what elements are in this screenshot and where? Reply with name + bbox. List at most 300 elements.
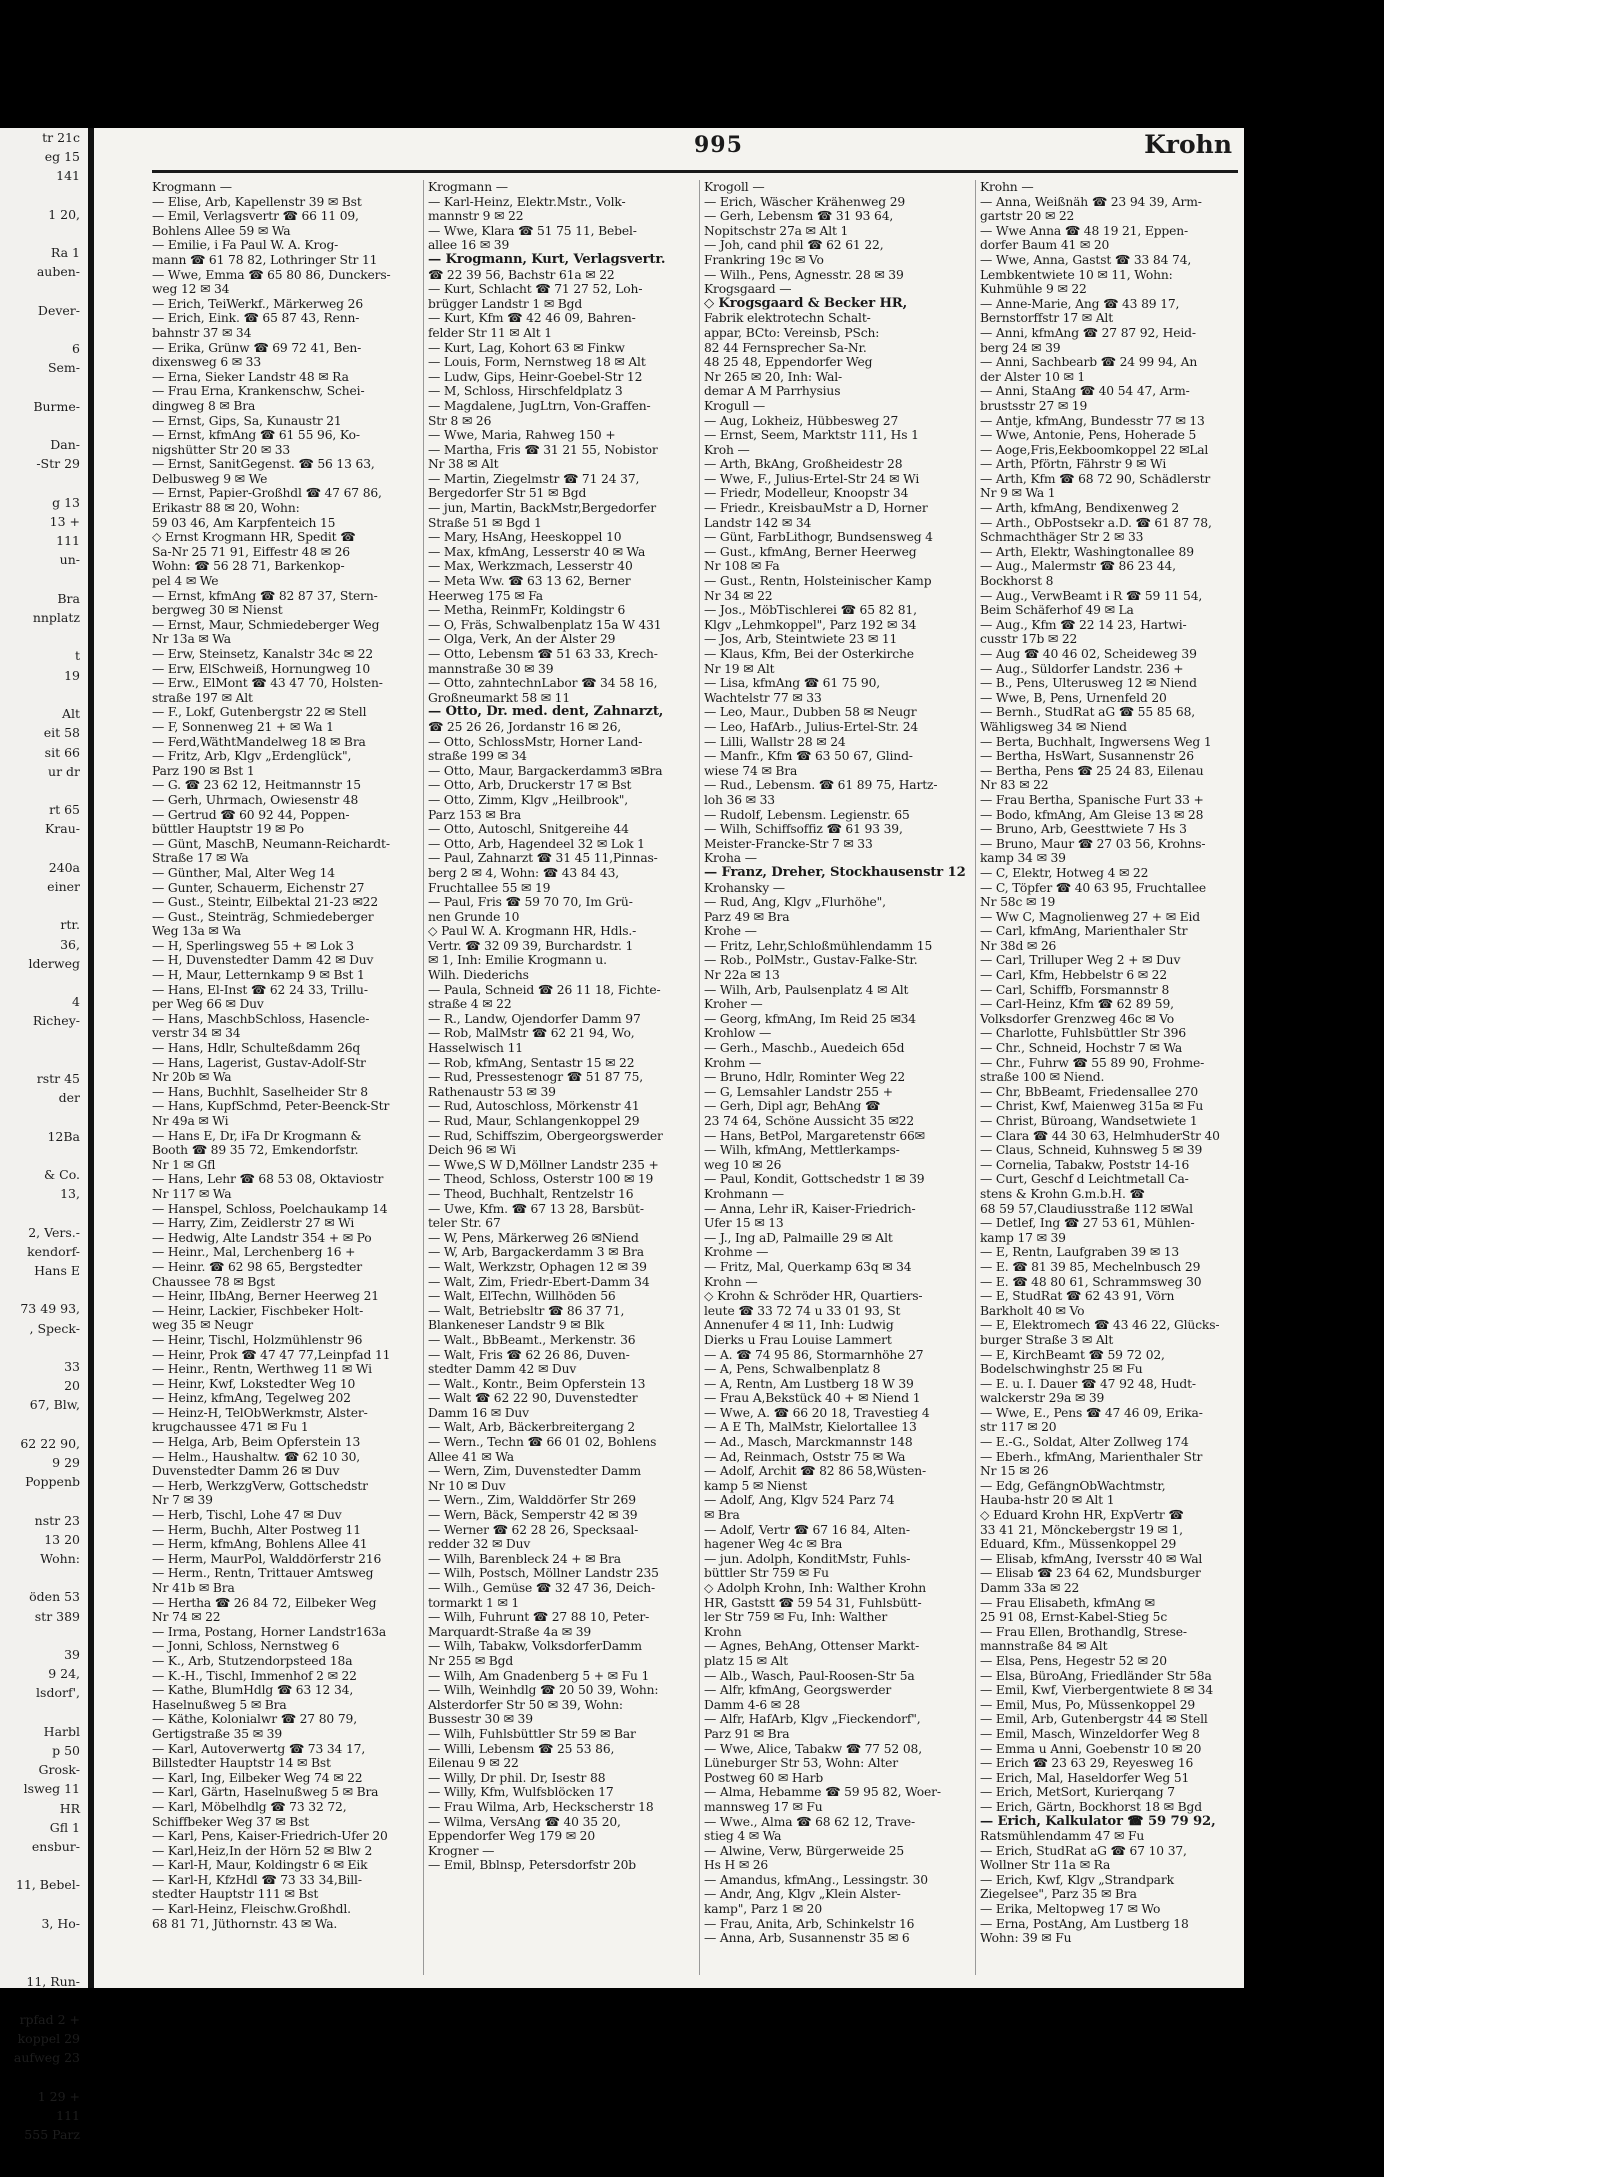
margin-text-line xyxy=(0,416,88,435)
directory-entry-line: — Günt, FarbLithogr, Bundsensweg 4 xyxy=(704,530,933,545)
directory-entry-line: Dierks u Frau Louise Lammert xyxy=(704,1332,892,1347)
directory-entry-line: — Wilh, Arb, Paulsenplatz 4 ✉ Alt xyxy=(704,982,909,997)
directory-entry-line: Delbusweg 9 ✉ We xyxy=(152,471,268,486)
directory-entry-line: — Wwe, F., Julius-Ertel-Str 24 ✉ Wi xyxy=(704,471,920,486)
margin-text-line xyxy=(0,1491,88,1510)
directory-entry-line: — Emilie, i Fa Paul W. A. Krog- xyxy=(152,238,339,253)
directory-entry-line: Nr 1 ✉ Gfl xyxy=(152,1157,216,1172)
directory-entry-line: Annenufer 4 ✉ 11, Inh: Ludwig xyxy=(704,1318,894,1333)
margin-text-line xyxy=(0,1991,88,2010)
directory-entry-line: — Arth, BkAng, Großheidestr 28 xyxy=(704,457,903,472)
directory-entry-line: — Rud, Autoschloss, Mörkenstr 41 xyxy=(428,1099,640,1114)
directory-entry-line: — Hanspel, Schloss, Poelchaukamp 14 xyxy=(152,1201,388,1216)
directory-entry-line: Nr 49a ✉ Wi xyxy=(152,1114,229,1128)
directory-entry-line: — F, Sonnenweg 21 + ✉ Wa 1 xyxy=(152,719,334,734)
margin-text-line: ur dr xyxy=(48,763,80,779)
directory-entry-line: — Rud, Ang, Klgv „Flurhöhe", xyxy=(704,895,886,910)
directory-entry-line: ◇ Krohn & Schröder HR, Quartiers- xyxy=(704,1289,923,1304)
directory-entry-line: — Emil, Arb, Gutenbergstr 44 ✉ Stell xyxy=(980,1712,1208,1727)
directory-entry-line: Nr 22a ✉ 13 xyxy=(704,968,780,983)
directory-entry-line: — Wern., Techn ☎ 66 01 02, Bohlens xyxy=(428,1435,657,1450)
directory-entry-line: — Erw., ElMont ☎ 43 47 70, Holsten- xyxy=(152,676,383,691)
directory-entry-line: Nr 20b ✉ Wa xyxy=(152,1070,232,1085)
margin-text-line: 141 xyxy=(56,168,80,184)
directory-entry-line: — C, Elektr, Hotweg 4 ✉ 22 xyxy=(980,865,1149,880)
directory-entry-line: — Arth, Pförtn, Fährstr 9 ✉ Wi xyxy=(980,457,1167,472)
margin-text-line: 11, Run- xyxy=(26,1973,80,1989)
directory-entry-line: — W, Pens, Märkerweg 26 ✉Niend xyxy=(428,1230,639,1245)
directory-entry-line: — Arth, Kfm ☎ 68 72 90, Schädlerstr xyxy=(980,471,1211,486)
directory-entry-line: — Heinr, Tischl, Holzmühlenstr 96 xyxy=(152,1332,363,1347)
directory-entry-line: — Paul, Kondit, Gottschedstr 1 ✉ 39 xyxy=(704,1172,925,1187)
directory-entry-line: — Ernst, Gips, Sa, Kunaustr 21 xyxy=(152,413,342,428)
directory-entry-line: Parz 153 ✉ Bra xyxy=(428,807,522,822)
directory-entry-line: — Herm., Rentn, Trittauer Amtsweg xyxy=(152,1566,374,1581)
directory-entry-line: — Gust., Steinträg, Schmiedeberger xyxy=(152,909,374,924)
margin-text-line: eit 58 xyxy=(43,725,80,741)
directory-entry-line: — Adolf, Archit ☎ 82 86 58,Wüsten- xyxy=(704,1464,927,1479)
directory-entry-line: — Magdalene, JugLtrn, Von-Graffen- xyxy=(428,398,651,413)
directory-entry-line: — jun. Adolph, KonditMstr, Fuhls- xyxy=(704,1551,911,1566)
margin-text-line: öden 53 xyxy=(29,1589,80,1605)
directory-entry-line: Nr 265 ✉ 20, Inh: Wal- xyxy=(704,369,843,384)
margin-text-line xyxy=(0,973,88,992)
margin-text-line: str 389 xyxy=(34,1608,80,1624)
directory-entry-line: — Hans, Lehr ☎ 68 53 08, Oktaviostr xyxy=(152,1172,384,1187)
directory-entry-line: 82 44 Fernsprecher Sa-Nr. xyxy=(704,340,867,355)
directory-entry-line: — H, Sperlingsweg 55 + ✉ Lok 3 xyxy=(152,938,354,953)
directory-entry-line: — Wwe., Alma ☎ 68 62 12, Trave- xyxy=(704,1814,916,1829)
directory-entry-line: — E. ☎ 48 80 61, Schrammsweg 30 xyxy=(980,1274,1202,1289)
directory-entry-line: Ufer 15 ✉ 13 xyxy=(704,1216,784,1231)
directory-entry-line: — Frau Erna, Krankenschw, Schei- xyxy=(152,384,365,399)
directory-entry-line: — Kurt, Kfm ☎ 42 46 09, Bahren- xyxy=(428,311,636,326)
directory-entry-line: brustsstr 27 ✉ 19 xyxy=(980,398,1088,413)
directory-entry-line: — Clara ☎ 44 30 63, HelmhuderStr 40 xyxy=(980,1128,1220,1143)
directory-entry-line: Sa-Nr 25 71 91, Eiffestr 48 ✉ 26 xyxy=(152,544,350,559)
directory-entry-line: — Franz, Dreher, Stockhausenstr 12 xyxy=(704,864,966,880)
directory-entry-line: — Erich, StudRat aG ☎ 67 10 37, xyxy=(980,1843,1187,1858)
directory-entry-line: — Karl-H, KfzHdl ☎ 73 33 34,Bill- xyxy=(152,1872,362,1887)
directory-entry-line: Lembkentwiete 10 ✉ 11, Wohn: xyxy=(980,267,1173,282)
directory-entry-line: Weg 13a ✉ Wa xyxy=(152,924,241,939)
directory-entry-line: — Walt, ElTechn, Willhöden 56 xyxy=(428,1289,616,1304)
directory-entry-line: — Werner ☎ 62 28 26, Specksaal- xyxy=(428,1522,639,1537)
directory-entry-line: — Wwe, Maria, Rahweg 150 + xyxy=(428,428,616,443)
directory-entry-line: — Karl,Heiz,In der Hörn 52 ✉ Blw 2 xyxy=(152,1843,373,1858)
margin-text-line: nstr 23 xyxy=(34,1512,80,1528)
directory-entry-line: — Mary, HsAng, Heeskoppel 10 xyxy=(428,530,622,545)
margin-text-line: 73 49 93, xyxy=(20,1301,80,1317)
directory-entry-line: — Frau Wilma, Arb, Heckscherstr 18 xyxy=(428,1799,654,1814)
directory-entry-line: — Ernst, kfmAng ☎ 82 87 37, Stern- xyxy=(152,588,378,603)
margin-text-line: t xyxy=(74,648,80,664)
directory-entry-line: — Anna, Lehr iR, Kaiser-Friedrich- xyxy=(704,1201,916,1216)
directory-entry-line: — Ad, Reinmach, Oststr 75 ✉ Wa xyxy=(704,1449,906,1464)
directory-entry-line: Kroher — xyxy=(704,997,763,1012)
margin-text-line: Poppenb xyxy=(25,1474,80,1490)
margin-text-line: Hans E xyxy=(34,1262,80,1278)
directory-entry-line: — Martin, Ziegelmstr ☎ 71 24 37, xyxy=(428,471,640,486)
directory-entry-line: — Wern, Bäck, Semperstr 42 ✉ 39 xyxy=(428,1508,638,1523)
margin-text-line xyxy=(0,1050,88,1069)
directory-entry-line: — Emma u Anni, Goebenstr 10 ✉ 20 xyxy=(980,1741,1202,1756)
directory-entry-line: — Metha, ReinmFr, Koldingstr 6 xyxy=(428,603,626,618)
margin-text-line: -Str 29 xyxy=(36,456,80,472)
directory-entry-line: Wilh. Diederichs xyxy=(428,968,529,983)
directory-entry-line: walckerstr 29a ✉ 39 xyxy=(980,1391,1105,1406)
directory-entry-line: — Bertha, Pens ☎ 25 24 83, Eilenau xyxy=(980,763,1204,778)
directory-entry-line: kamp 34 ✉ 39 xyxy=(980,851,1066,866)
directory-entry-line: Deich 96 ✉ Wi xyxy=(428,1143,516,1158)
directory-entry-line: — Erich ☎ 23 63 29, Reyesweg 16 xyxy=(980,1756,1194,1771)
directory-entry-line: stieg 4 ✉ Wa xyxy=(704,1829,782,1844)
directory-entry-line: hagener Weg 4c ✉ Bra xyxy=(704,1537,843,1552)
directory-entry-line: der Alster 10 ✉ 1 xyxy=(980,369,1086,384)
directory-entry-line: — E. ☎ 81 39 85, Mechelnbusch 29 xyxy=(980,1259,1201,1274)
directory-entry-line: — Charlotte, Fuhlsbüttler Str 396 xyxy=(980,1026,1187,1041)
directory-entry-line: — Hans, Hdlr, Schulteßdamm 26q xyxy=(152,1041,361,1056)
directory-entry-line: — Willy, Kfm, Wulfsblöcken 17 xyxy=(428,1785,614,1800)
directory-entry-line: 68 59 57,Claudiusstraße 112 ✉Wal xyxy=(980,1201,1193,1216)
directory-entry-line: Krogmann — xyxy=(428,180,508,194)
directory-entry-line: Volksdorfer Grenzweg 46c ✉ Vo xyxy=(980,1011,1175,1026)
directory-entry-line: — Eberh., kfmAng, Marienthaler Str xyxy=(980,1449,1203,1464)
directory-entry-line: — Wwe,S W D,Möllner Landstr 235 + xyxy=(428,1157,659,1172)
directory-entry-line: — Anni, StaAng ☎ 40 54 47, Arm- xyxy=(980,384,1190,399)
directory-entry-line: — Hedwig, Alte Landstr 354 + ✉ Po xyxy=(152,1230,372,1245)
margin-text-line xyxy=(0,224,88,243)
directory-entry-line: straße 4 ✉ 22 xyxy=(428,997,512,1012)
margin-text-line: Dever- xyxy=(37,302,80,318)
margin-text-line: ensbur- xyxy=(31,1839,80,1855)
margin-text-line: Grosk- xyxy=(38,1762,80,1778)
directory-entry-line: — Alma, Hebamme ☎ 59 95 82, Woer- xyxy=(704,1785,941,1800)
directory-entry-line: — O, Fräs, Schwalbenplatz 15a W 431 xyxy=(428,617,662,632)
directory-entry-line: — Anne-Marie, Ang ☎ 43 89 17, xyxy=(980,296,1180,311)
margin-text-line xyxy=(0,1338,88,1357)
directory-entry-line: — jun, Martin, BackMstr,Bergedorfer xyxy=(428,501,657,516)
directory-entry-line: demar A M Parrhysius xyxy=(704,384,841,399)
directory-entry-line: — Gust., Rentn, Holsteinischer Kamp xyxy=(704,574,932,589)
directory-entry-line: — A E Th, MalMstr, Kielortallee 13 xyxy=(704,1420,917,1435)
directory-entry-line: — G, Lemsahler Landstr 255 + xyxy=(704,1084,893,1099)
directory-entry-line: — Helga, Arb, Beim Opferstein 13 xyxy=(152,1435,361,1450)
directory-entry-line: — Emil, Mus, Po, Müssenkoppel 29 xyxy=(980,1697,1196,1712)
margin-text-line: lderweg xyxy=(28,955,80,971)
directory-entry-line: — Adolf, Vertr ☎ 67 16 84, Alten- xyxy=(704,1522,910,1537)
directory-entry-line: redder 32 ✉ Duv xyxy=(428,1537,531,1552)
directory-entry-line: teler Str. 67 xyxy=(428,1216,501,1231)
directory-entry-line: — Otto, Arb, Hagendeel 32 ✉ Lok 1 xyxy=(428,836,645,851)
column-2 xyxy=(428,180,690,1980)
directory-entry-line: — Gerh, Lebensm ☎ 31 93 64, xyxy=(704,209,894,224)
directory-entry-line: — Walt, Betriebsltr ☎ 86 37 71, xyxy=(428,1303,625,1318)
directory-entry-line: — Hans, El-Inst ☎ 62 24 33, Trillu- xyxy=(152,982,368,997)
directory-entry-line: — Paul, Zahnarzt ☎ 31 45 11,Pinnas- xyxy=(428,851,658,866)
directory-entry-line: — Walt, Werkzstr, Ophagen 12 ✉ 39 xyxy=(428,1259,647,1274)
directory-entry-line: — J., Ing aD, Palmaille 29 ✉ Alt xyxy=(704,1230,893,1245)
margin-text-line xyxy=(0,570,88,589)
directory-entry-line: — Wwe, Alice, Tabakw ☎ 77 52 08, xyxy=(704,1741,922,1756)
margin-text-line: 13 20 xyxy=(44,1531,80,1547)
directory-entry-line: — Aug., Malermstr ☎ 86 23 44, xyxy=(980,559,1176,574)
directory-entry-line: — Theod, Buchhalt, Rentzelstr 16 xyxy=(428,1186,634,1201)
directory-entry-line: — Alfr, kfmAng, Georgswerder xyxy=(704,1683,892,1698)
directory-entry-line: — Wilh, Postsch, Möllner Landstr 235 xyxy=(428,1566,659,1581)
directory-entry-line: ◇ Krogsgaard & Becker HR, xyxy=(704,295,908,311)
directory-entry-line: Nr 41b ✉ Bra xyxy=(152,1581,235,1595)
directory-entry-line: — Erw, ElSchweiß, Hornungweg 10 xyxy=(152,661,371,676)
directory-entry-line: cusstr 17b ✉ 22 xyxy=(980,632,1078,647)
directory-entry-line: — Claus, Schneid, Kuhnsweg 5 ✉ 39 xyxy=(980,1143,1203,1158)
directory-entry-line: — Erich, MetSort, Kurierqang 7 xyxy=(980,1785,1175,1800)
scan-border xyxy=(1244,0,1384,2177)
directory-entry-line: — Heinr, Kwf, Lokstedter Weg 10 xyxy=(152,1376,356,1391)
directory-entry-line: appar, BCto: Vereinsb, PSch: xyxy=(704,325,880,340)
directory-entry-line: Klgv „Lehmkoppel", Parz 192 ✉ 34 xyxy=(704,617,917,632)
directory-entry-line: Barkholt 40 ✉ Vo xyxy=(980,1303,1085,1318)
margin-text-line: koppel 29 xyxy=(17,2031,80,2047)
directory-entry-line: — Lisa, kfmAng ☎ 61 75 90, xyxy=(704,676,881,691)
directory-entry-line: Wollner Str 11a ✉ Ra xyxy=(980,1858,1111,1873)
margin-text-line: 13, xyxy=(60,1186,80,1202)
directory-entry-line: — Erika, Meltopweg 17 ✉ Wo xyxy=(980,1902,1161,1917)
directory-entry-line: — Otto, Maur, Bargackerdamm3 ✉Bra xyxy=(428,763,663,778)
directory-entry-line: kamp 17 ✉ 39 xyxy=(980,1230,1066,1245)
margin-text-line: Ra 1 xyxy=(50,245,80,261)
directory-entry-line: — Walt, Zim, Friedr-Ebert-Damm 34 xyxy=(428,1274,650,1289)
directory-entry-line: — Herb, WerkzgVerw, Gottschedstr xyxy=(152,1478,368,1493)
margin-text-line: 9 29 xyxy=(52,1455,80,1471)
directory-entry-line: — M, Schloss, Hirschfeldplatz 3 xyxy=(428,384,623,399)
directory-entry-line: burger Straße 3 ✉ Alt xyxy=(980,1332,1114,1347)
directory-entry-line: — Ww C, Magnolienweg 27 + ✉ Eid xyxy=(980,909,1200,924)
directory-entry-line: — Chr., Fuhrw ☎ 55 89 90, Frohme- xyxy=(980,1055,1205,1070)
directory-entry-line: wiese 74 ✉ Bra xyxy=(704,763,798,778)
directory-entry-line: Straße 17 ✉ Wa xyxy=(152,851,249,866)
directory-entry-line: — Arth, Elektr, Washingtonallee 89 xyxy=(980,544,1194,559)
margin-text-line xyxy=(0,474,88,493)
margin-text-line xyxy=(0,282,88,301)
directory-entry-line: — Frau Elisabeth, kfmAng ✉ xyxy=(980,1595,1155,1610)
directory-entry-line: Wähligsweg 34 ✉ Niend xyxy=(980,719,1127,734)
margin-text-line: 33 xyxy=(64,1359,80,1374)
directory-entry-line: — Wilh, Fuhlsbüttler Str 59 ✉ Bar xyxy=(428,1726,636,1741)
directory-entry-line: — Gerh, Uhrmach, Owiesenstr 48 xyxy=(152,792,359,807)
directory-entry-line: Wohn: 39 ✉ Fu xyxy=(980,1931,1072,1946)
directory-entry-line: Krohe — xyxy=(704,924,757,939)
directory-entry-line: — Edg, GefängnObWachtmstr, xyxy=(980,1478,1166,1493)
margin-text-line: HR xyxy=(59,1800,80,1816)
directory-entry-line: — Hans, Lagerist, Gustav-Adolf-Str xyxy=(152,1055,366,1070)
directory-columns xyxy=(152,180,1242,1980)
directory-entry-line: — Fritz, Lehr,Schloßmühlendamm 15 xyxy=(704,938,933,953)
directory-entry-line: — Carl, Trilluper Weg 2 + ✉ Duv xyxy=(980,953,1181,968)
header-rule xyxy=(152,170,1238,173)
directory-entry-line: büttler Str 759 ✉ Fu xyxy=(704,1566,829,1581)
directory-entry-line: — Hans E, Dr, iFa Dr Krogmann & xyxy=(152,1128,362,1143)
directory-entry-line: — E, Elektromech ☎ 43 46 22, Glücks- xyxy=(980,1318,1220,1333)
directory-entry-line: — C, Töpfer ☎ 40 63 95, Fruchtallee xyxy=(980,880,1206,895)
directory-entry-line: Str 8 ✉ 26 xyxy=(428,413,492,428)
directory-entry-line: — Rob., PolMstr., Gustav-Falke-Str. xyxy=(704,953,918,968)
margin-text-line xyxy=(0,1203,88,1222)
directory-entry-line: — Kathe, BlumHdlg ☎ 63 12 34, xyxy=(152,1683,354,1698)
directory-entry-line: — Theod, Schloss, Osterstr 100 ✉ 19 xyxy=(428,1172,654,1187)
directory-entry-line: — Otto, Lebensm ☎ 51 63 33, Krech- xyxy=(428,647,658,661)
directory-entry-line: 59 03 46, Am Karpfenteich 15 xyxy=(152,515,336,530)
directory-entry-line: straße 199 ✉ 34 xyxy=(428,749,527,764)
margin-text-line xyxy=(0,1933,88,1952)
directory-entry-line: Krohn xyxy=(704,1624,742,1639)
directory-entry-line: — Kurt, Lag, Kohort 63 ✉ Finkw xyxy=(428,340,625,355)
directory-entry-line: — Wilh, Am Gnadenberg 5 + ✉ Fu 1 xyxy=(428,1668,650,1683)
directory-entry-line: Wachtelstr 77 ✉ 33 xyxy=(704,690,822,705)
directory-entry-line: — Carl, Schiffb, Forsmannstr 8 xyxy=(980,982,1170,997)
directory-entry-line: mannstraße 30 ✉ 39 xyxy=(428,661,554,676)
directory-entry-line: — Walt., BbBeamt., Merkenstr. 36 xyxy=(428,1332,636,1347)
directory-entry-line: — Joh, cand phil ☎ 62 61 22, xyxy=(704,238,884,253)
directory-entry-line: Nr 10 ✉ Duv xyxy=(428,1478,506,1493)
directory-entry-line: — Heinr, Lackier, Fischbeker Holt- xyxy=(152,1303,364,1318)
directory-entry-line: — Gerh., Maschb., Auedeich 65d xyxy=(704,1041,905,1056)
directory-entry-line: — Christ, Büroang, Wandsetwiete 1 xyxy=(980,1114,1198,1128)
directory-entry-line: — Elisab ☎ 23 64 62, Mundsburger xyxy=(980,1566,1201,1581)
directory-entry-line: — A. ☎ 74 95 86, Stormarnhöhe 27 xyxy=(704,1347,924,1362)
directory-entry-line: — Arth, kfmAng, Bendixenweg 2 xyxy=(980,501,1180,516)
directory-entry-line: — A, Pens, Schwalbenplatz 8 xyxy=(704,1362,881,1377)
directory-entry-line: Krohm — xyxy=(704,1055,762,1070)
directory-entry-line: Krohme — xyxy=(704,1245,769,1260)
directory-entry-line: — Gertrud ☎ 60 92 44, Poppen- xyxy=(152,807,350,822)
directory-entry-line: — E. u. I. Dauer ☎ 47 92 48, Hudt- xyxy=(980,1376,1196,1391)
directory-entry-line: — Martha, Fris ☎ 31 21 55, Nobistor xyxy=(428,442,658,457)
directory-entry-line: — Fritz, Arb, Klgv „Erdenglück", xyxy=(152,749,352,764)
directory-entry-line: — Hans, MaschbSchloss, Hasencle- xyxy=(152,1011,370,1026)
margin-text-line xyxy=(0,1952,88,1971)
margin-text-line xyxy=(0,320,88,339)
directory-entry-line: Nr 34 ✉ 22 xyxy=(704,588,773,603)
margin-text-line: Krau- xyxy=(44,821,80,837)
directory-entry-line: — Karl-H, Maur, Koldingstr 6 ✉ Eik xyxy=(152,1858,368,1873)
margin-text-line: Richey- xyxy=(32,1013,80,1029)
directory-entry-line: — Detlef, Ing ☎ 27 53 61, Mühlen- xyxy=(980,1216,1195,1231)
column-divider xyxy=(423,180,424,1975)
directory-entry-line: Erikastr 88 ✉ 20, Wohn: xyxy=(152,501,300,516)
directory-entry-line: Billstedter Hauptstr 14 ✉ Bst xyxy=(152,1756,331,1771)
directory-entry-line: — Ad., Masch, Marckmannstr 148 xyxy=(704,1435,913,1450)
directory-entry-line: bahnstr 37 ✉ 34 xyxy=(152,325,252,340)
margin-text-line: Wohn: xyxy=(40,1551,80,1567)
directory-entry-line: — Leo, HafArb., Julius-Ertel-Str. 24 xyxy=(704,719,919,734)
directory-entry-line: per Weg 66 ✉ Duv xyxy=(152,997,264,1012)
margin-text-line xyxy=(0,2068,88,2087)
margin-text-line xyxy=(0,627,88,646)
directory-entry-line: — Rudolf, Lebensm. Legienstr. 65 xyxy=(704,807,910,822)
directory-entry-line: ◇ Ernst Krogmann HR, Spedit ☎ xyxy=(152,530,356,545)
directory-entry-line: — Chr., Schneid, Hochstr 7 ✉ Wa xyxy=(980,1041,1183,1056)
margin-text-line: rstr 45 xyxy=(36,1070,80,1086)
directory-entry-line: nigshütter Str 20 ✉ 33 xyxy=(152,442,291,457)
margin-text-line: 111 xyxy=(56,533,80,549)
directory-entry-line: — Frau Ellen, Brothandlg, Strese- xyxy=(980,1624,1187,1639)
directory-entry-line: Bergedorfer Str 51 ✉ Bgd xyxy=(428,486,587,501)
margin-text-line xyxy=(0,1856,88,1875)
directory-entry-line: — Erich, Kwf, Klgv „Strandpark xyxy=(980,1872,1174,1887)
directory-entry-line: ✉ Bra xyxy=(704,1508,740,1523)
directory-entry-line: — Erich, Mal, Haseldorfer Weg 51 xyxy=(980,1770,1190,1785)
directory-entry-line: — Gerh, Dipl agr, BehAng ☎ xyxy=(704,1099,881,1114)
margin-text-line xyxy=(0,781,88,800)
directory-entry-line: Krohmann — xyxy=(704,1186,784,1201)
directory-entry-line: — Herm, MaurPol, Walddörferstr 216 xyxy=(152,1551,382,1566)
directory-entry-line: — Aug ☎ 40 46 02, Scheideweg 39 xyxy=(980,647,1197,661)
directory-entry-line: Damm 33a ✉ 22 xyxy=(980,1581,1080,1595)
directory-entry-line: Nr 58c ✉ 19 xyxy=(980,895,1056,910)
margin-text-line: 12Ba xyxy=(47,1128,80,1144)
directory-entry-line: ◇ Adolph Krohn, Inh: Walther Krohn xyxy=(704,1581,926,1595)
directory-entry-line: Nr 38d ✉ 26 xyxy=(980,938,1057,953)
directory-entry-line: — Carl, kfmAng, Marienthaler Str xyxy=(980,924,1188,939)
directory-entry-line: Wohn: ☎ 56 28 71, Barkenkop- xyxy=(152,559,345,574)
directory-entry-line: — Rud, Schiffszim, Obergeorgswerder xyxy=(428,1128,663,1143)
directory-entry-line: — Kurt, Schlacht ☎ 71 27 52, Loh- xyxy=(428,282,643,297)
directory-entry-line: — Rud, Maur, Schlangenkoppel 29 xyxy=(428,1114,640,1128)
directory-entry-line: ☎ 22 39 56, Bachstr 61a ✉ 22 xyxy=(428,267,615,282)
margin-text-line: rt 65 xyxy=(49,802,80,818)
directory-entry-line: — H, Maur, Letternkamp 9 ✉ Bst 1 xyxy=(152,968,365,983)
directory-entry-line: Kroha — xyxy=(704,851,757,866)
directory-entry-line: — Agnes, BehAng, Ottenser Markt- xyxy=(704,1639,920,1654)
directory-entry-line: felder Str 11 ✉ Alt 1 xyxy=(428,325,552,340)
directory-entry-line: Hs H ✉ 26 xyxy=(704,1858,769,1873)
directory-entry-line: — Bodo, kfmAng, Am Gleise 13 ✉ 28 xyxy=(980,807,1204,822)
directory-entry-line: weg 35 ✉ Neugr xyxy=(152,1318,253,1333)
directory-entry-line: Bodelschwinghstr 25 ✉ Fu xyxy=(980,1362,1143,1377)
directory-entry-line: — Louis, Form, Nernstweg 18 ✉ Alt xyxy=(428,355,646,370)
directory-entry-line: dixensweg 6 ✉ 33 xyxy=(152,355,262,370)
directory-entry-line: ✉ 1, Inh: Emilie Krogmann u. xyxy=(428,953,607,968)
margin-text-line xyxy=(0,896,88,915)
directory-entry-line: stens & Krohn G.m.b.H. ☎ xyxy=(980,1186,1145,1201)
directory-entry-line: büttler Hauptstr 19 ✉ Po xyxy=(152,822,304,837)
directory-entry-line: — A, Rentn, Am Lustberg 18 W 39 xyxy=(704,1376,914,1391)
margin-text-line: 1 20, xyxy=(48,206,80,222)
margin-text-line: 11, Bebel- xyxy=(15,1877,80,1893)
directory-entry-line: Krogmann — xyxy=(152,180,232,194)
directory-entry-line: — Wilh, Barenbleck 24 + ✉ Bra xyxy=(428,1551,621,1566)
directory-entry-line: — Erich, Eink. ☎ 65 87 43, Renn- xyxy=(152,311,360,326)
directory-entry-line: — Ferd,WäthtMandelweg 18 ✉ Bra xyxy=(152,734,366,749)
directory-entry-line: 33 41 21, Mönckebergstr 19 ✉ 1, xyxy=(980,1522,1183,1537)
directory-entry-line: — Otto, SchlossMstr, Horner Land- xyxy=(428,734,643,749)
directory-entry-line: Damm 16 ✉ Duv xyxy=(428,1405,529,1420)
directory-entry-line: — Walt, Arb, Bäckerbreitergang 2 xyxy=(428,1420,636,1435)
directory-entry-line: — Wilh., Pens, Agnesstr. 28 ✉ 39 xyxy=(704,267,904,282)
margin-text-line xyxy=(0,1031,88,1050)
directory-entry-line: — Anni, Sachbearb ☎ 24 99 94, An xyxy=(980,355,1198,370)
margin-text-line: Gfl 1 xyxy=(49,1819,80,1835)
directory-entry-line: mann ☎ 61 78 82, Lothringer Str 11 xyxy=(152,252,378,267)
margin-text-line: 1 29 + xyxy=(37,2088,80,2104)
directory-entry-line: — Wwe, A. ☎ 66 20 18, Travestieg 4 xyxy=(704,1405,930,1420)
margin-text-line xyxy=(0,378,88,397)
directory-entry-line: — Helm., Haushaltw. ☎ 62 10 30, xyxy=(152,1449,361,1464)
directory-entry-line: Krogoll — xyxy=(704,180,765,194)
directory-entry-line: — Georg, kfmAng, Im Reid 25 ✉34 xyxy=(704,1011,916,1026)
directory-entry-line: — Cornelia, Tabakw, Poststr 14-16 xyxy=(980,1157,1190,1172)
